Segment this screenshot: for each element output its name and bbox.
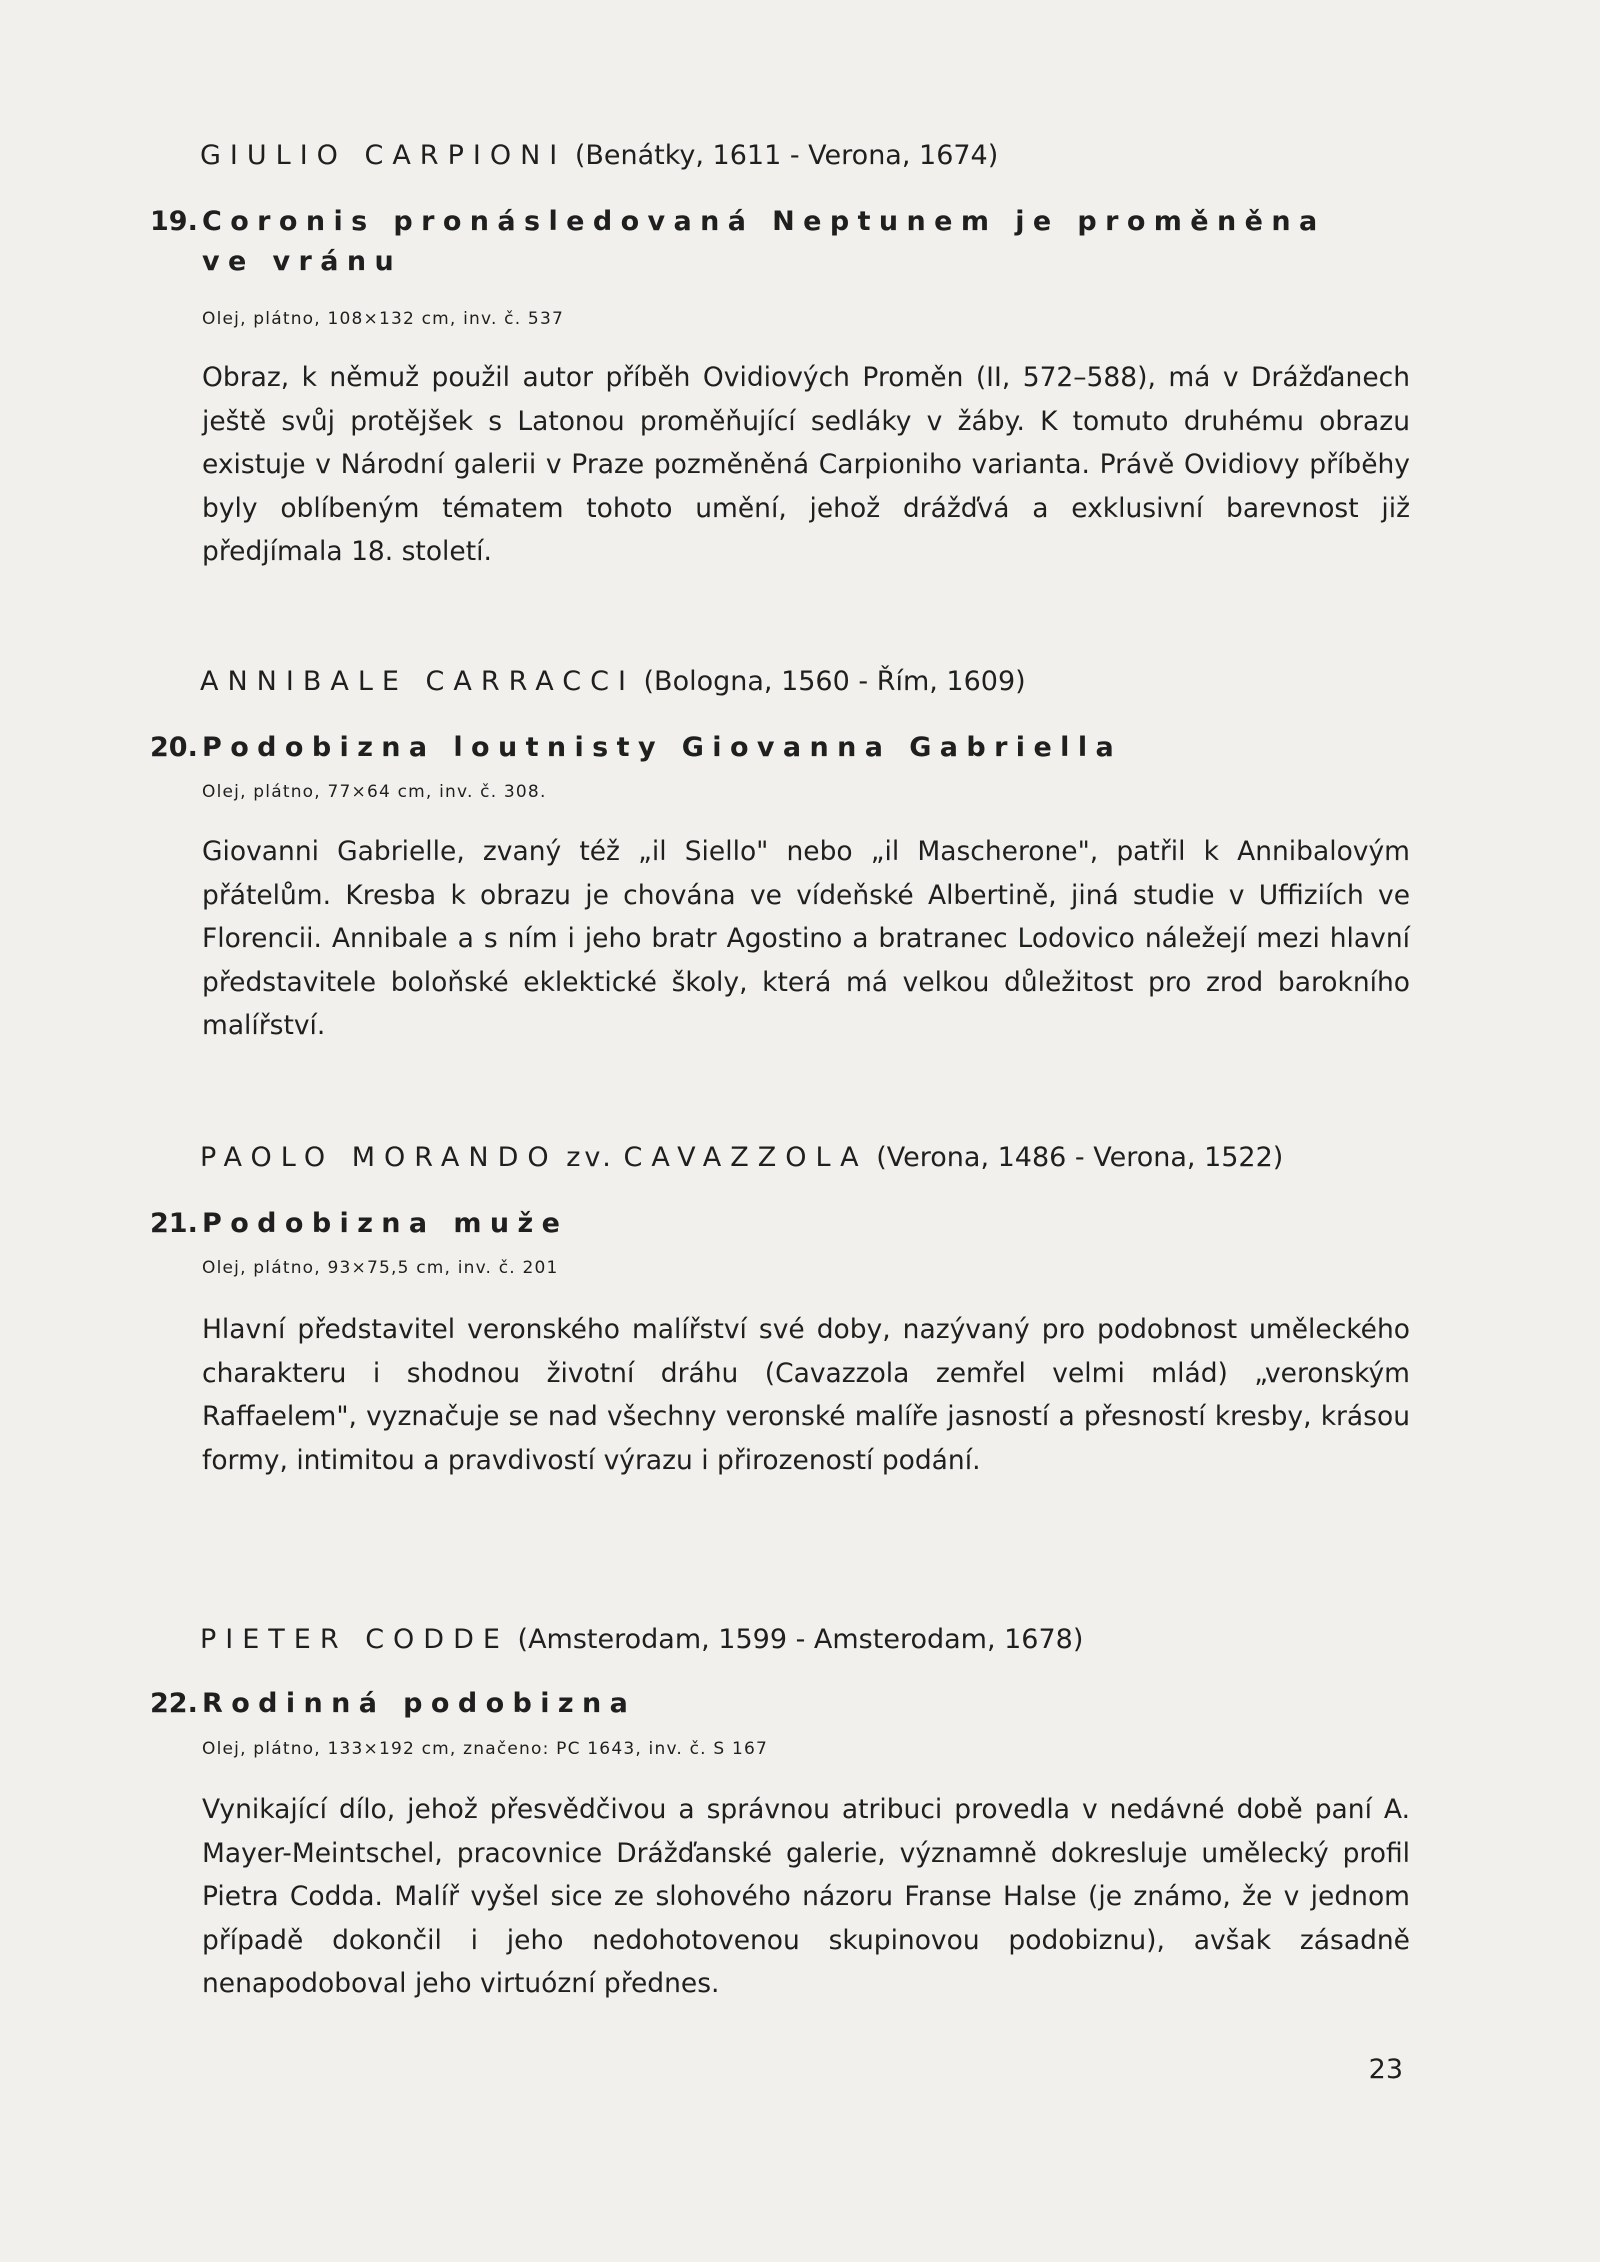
artist-heading (200, 136, 998, 176)
work-description: Hlavní představitel veronského malířství své doby, nazývaný pro podobnost uměleckého charakteru i shodnou životní dráhu (Cavazzola zemřel velmi mlád) „veronským Raffaelem", vyznačuje se nad všechny veronské malíře jasností a přesností kresby, krásou formy, intimitou a pravdivostí výrazu i přirozeností podání. (202, 1314, 1410, 1476)
page-number: 23 (1368, 2054, 1403, 2085)
catalogue-number: 22. (150, 1688, 198, 1719)
work-title-row (150, 1202, 568, 1246)
work-title-row (150, 200, 1326, 244)
artist-alias-marker: zv. (566, 1142, 615, 1173)
catalogue-number: 20. (150, 732, 198, 763)
catalogue-number: 21. (150, 1208, 198, 1239)
work-meta: Olej, plátno, 93×75,5 cm, inv. č. 201 (202, 1258, 559, 1278)
work-title: Rodinná podobizna (202, 1688, 637, 1719)
artist-heading (200, 662, 1026, 702)
work-title: Podobizna loutnisty Giovanna Gabriella (202, 732, 1123, 763)
artist-life-dates: (Bologna, 1560 - Řím, 1609) (643, 666, 1026, 697)
artist-life-dates: (Amsterodam, 1599 - Amsterodam, 1678) (517, 1624, 1084, 1655)
artist-alias-name: CAVAZZOLA (623, 1142, 868, 1173)
work-description: Obraz, k němuž použil autor příběh Ovidiových Proměn (II, 572–588), má v Drážďanech ještě svůj protějšek s Latonou proměňující sedláky v žáby. K tomuto druhému obrazu existuje v Národní galerii v Praze pozměněná Carpioniho varianta. Právě Ovidiovy příběhy byly oblíbeným tématem tohoto umění, jehož drážďvá a exklusivní barevnost již předjímala 18. století. (202, 362, 1410, 567)
work-title-row (150, 726, 1122, 770)
artist-life-dates: (Verona, 1486 - Verona, 1522) (876, 1142, 1284, 1173)
artist-name: PIETER CODDE (200, 1624, 509, 1655)
work-title: Podobizna muže (202, 1208, 569, 1239)
work-meta: Olej, plátno, 133×192 cm, značeno: PC 1643, inv. č. S 167 (202, 1739, 768, 1759)
work-meta: Olej, plátno, 77×64 cm, inv. č. 308. (202, 782, 547, 802)
artist-life-dates: (Benátky, 1611 - Verona, 1674) (574, 140, 999, 171)
work-title-continuation: ve vránu (202, 246, 403, 277)
artist-name: GIULIO CARPIONI (200, 140, 567, 171)
work-description: Vynikající dílo, jehož přesvědčivou a správnou atribuci provedla v nedávné době paní A. Mayer-Meintschel, pracovnice Drážďanské galerie, významně dokresluje umělecký profil Pietra Codda. Malíř vyšel sice ze slohového názoru Franse Halse (je známo, že v jednom případě dokončil i jeho nedohotovenou skupinovou podobiznu), avšak zásadně nenapodoboval jeho virtuózní přednes. (202, 1794, 1410, 1999)
artist-name: ANNIBALE CARRACCI (200, 666, 635, 697)
work-description: Giovanni Gabrielle, zvaný též „il Siello" nebo „il Mascherone", patřil k Annibalovým přátelům. Kresba k obrazu je chována ve vídeňské Albertině, jiná studie v Uffiziích ve Florencii. Annibale a s ním i jeho bratr Agostino a bratranec Lodovico náležejí mezi hlavní představitele boloňské eklektické školy, která má velkou důležitost pro zrod barokního malířství. (202, 836, 1410, 1041)
work-title: Coronis pronásledovaná Neptunem je proměněna (202, 206, 1326, 237)
artist-heading (200, 1138, 1283, 1178)
artist-name: PAOLO MORANDO (200, 1142, 558, 1173)
artist-heading (200, 1620, 1083, 1660)
catalogue-number: 19. (150, 206, 198, 237)
work-meta: Olej, plátno, 108×132 cm, inv. č. 537 (202, 309, 564, 329)
work-title-row (150, 1682, 636, 1726)
